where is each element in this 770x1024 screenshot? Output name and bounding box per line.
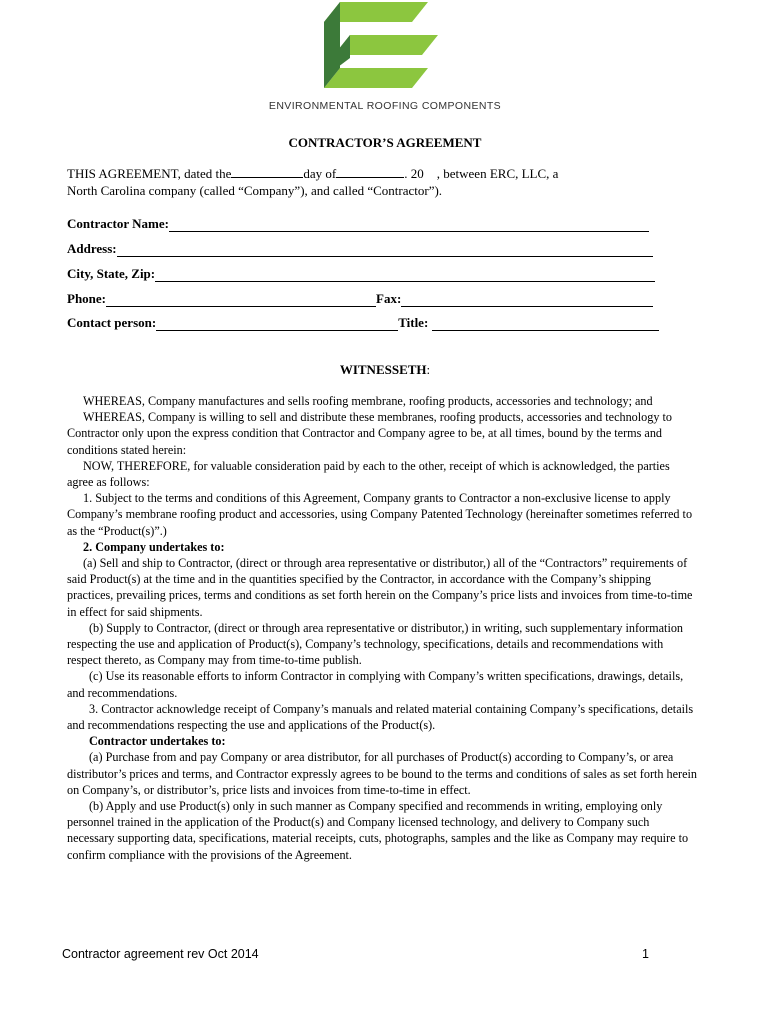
clause-2c: (c) Use its reasonable efforts to inform Contractor in complying with Company’s written specifications, drawings, details, and recommendations. xyxy=(67,669,684,700)
witnesseth-colon: : xyxy=(426,362,431,377)
title-label: Title: xyxy=(398,315,429,330)
intro-between: , between ERC, LLC, a xyxy=(436,166,559,181)
erc-logo-icon xyxy=(320,0,445,96)
contact-title-row xyxy=(67,315,659,331)
company-name: ENVIRONMENTAL ROOFING COMPONENTS xyxy=(268,100,502,112)
phone-label: Phone: xyxy=(67,291,106,306)
title-field[interactable] xyxy=(432,318,659,331)
witnesseth-heading xyxy=(0,362,770,378)
whereas-2: WHEREAS, Company is willing to sell and distribute these membranes, roofing products, accessories and technology to Contractor only upon the express condition that Contractor and Company agree to be, at all times, bound by the terms and conditions stated herein: xyxy=(67,410,672,457)
intro-line-2: North Carolina company (called “Company”), and called “Contractor”). xyxy=(67,183,443,198)
contractor-name-field[interactable] xyxy=(169,219,649,232)
address-row xyxy=(67,241,653,257)
page-title: CONTRACTOR’S AGREEMENT xyxy=(288,135,482,150)
address-field[interactable] xyxy=(117,244,653,257)
now-therefore: NOW, THEREFORE, for valuable consideration paid by each to the other, receipt of which is acknowledged, the parties agree as follows: xyxy=(67,458,670,490)
clause-1: 1. Subject to the terms and conditions of this Agreement, Company grants to Contractor a non-exclusive license to apply Company’s membrane roofing product and accessories, using Company Patented Technology (hereinafter sometimes referred to as the “Product(s)”.) xyxy=(67,491,693,538)
phone-field[interactable] xyxy=(106,294,376,307)
intro-dated: THIS AGREEMENT, dated the xyxy=(67,166,232,181)
contractor-undertakes-heading: Contractor undertakes to: xyxy=(89,734,226,749)
address-label: Address: xyxy=(67,241,117,256)
contractor-clause-a: (a) Purchase from and pay Company or area distributor, for all purchases of Product(s) according to Company’s, or area distributor’s prices and terms, and Contractor expressly agrees to be bound to the terms and conditions of sales as set forth herein on Company’s, or distributor’s, price lists and invoices from time-to-time in effect. xyxy=(67,750,697,797)
contractor-name-label: Contractor Name: xyxy=(67,216,169,231)
contact-person-field[interactable] xyxy=(156,318,398,331)
city-state-zip-row xyxy=(67,266,655,282)
contractor-clause-b: (b) Apply and use Product(s) only in such manner as Company specified and recommends in writing, employing only personnel trained in the application of the Product(s) and Company licensed technology, and delivery to Company such necessary supporting data, specifications, material receipts, cuts, photographs, samples and the like as Company may require to confirm compliance with the provisions of the Agreement. xyxy=(67,799,689,862)
page-number: 1 xyxy=(642,947,649,961)
intro-year: . 20 xyxy=(404,166,424,181)
clause-2b: (b) Supply to Contractor, (direct or through area representative or distributor,) in writing, such supplementary information respecting the use and application of Product(s), Company’s technology, specifications, details and recommendations with respect thereto, as Company may from time-to-time publish. xyxy=(67,620,684,668)
fax-label: Fax: xyxy=(376,291,402,306)
whereas-1: WHEREAS, Company manufactures and sells roofing membrane, roofing products, accessories and technology; and xyxy=(83,394,653,408)
clause-2a: (a) Sell and ship to Contractor, (direct or through area representative or distributor,) all of the “Contractors” requirements of said Product(s) at the time and in the quantities specified by the Contractor, in accordance with the Company’s shipping practices, prevailing prices, terms and conditions as set forth herein on the Company’s price lists and invoices from time-to-time in effect for said shipments. xyxy=(67,556,693,619)
date-month-blank[interactable] xyxy=(336,166,404,178)
footer-revision: Contractor agreement rev Oct 2014 xyxy=(62,947,259,961)
witnesseth-word: WITNESSETH xyxy=(339,362,427,377)
phone-fax-row xyxy=(67,291,653,307)
logo-bottom-bar xyxy=(324,68,428,88)
clause-3: 3. Contractor acknowledge receipt of Company’s manuals and related material containing Company’s specifications, details and recommendations respecting the use and applications of the Product(s). xyxy=(67,701,694,733)
intro-day-of: day of xyxy=(303,166,337,181)
contact-person-label: Contact person: xyxy=(67,315,157,330)
clause-2-heading: 2. Company undertakes to: xyxy=(83,539,225,554)
intro-line-1 xyxy=(67,165,558,182)
fax-field[interactable] xyxy=(401,294,653,307)
agreement-body xyxy=(67,393,697,863)
contractor-name-row xyxy=(67,216,649,232)
date-day-blank[interactable] xyxy=(231,166,303,178)
city-state-zip-label: City, State, Zip: xyxy=(67,266,156,281)
city-state-zip-field[interactable] xyxy=(155,269,655,282)
